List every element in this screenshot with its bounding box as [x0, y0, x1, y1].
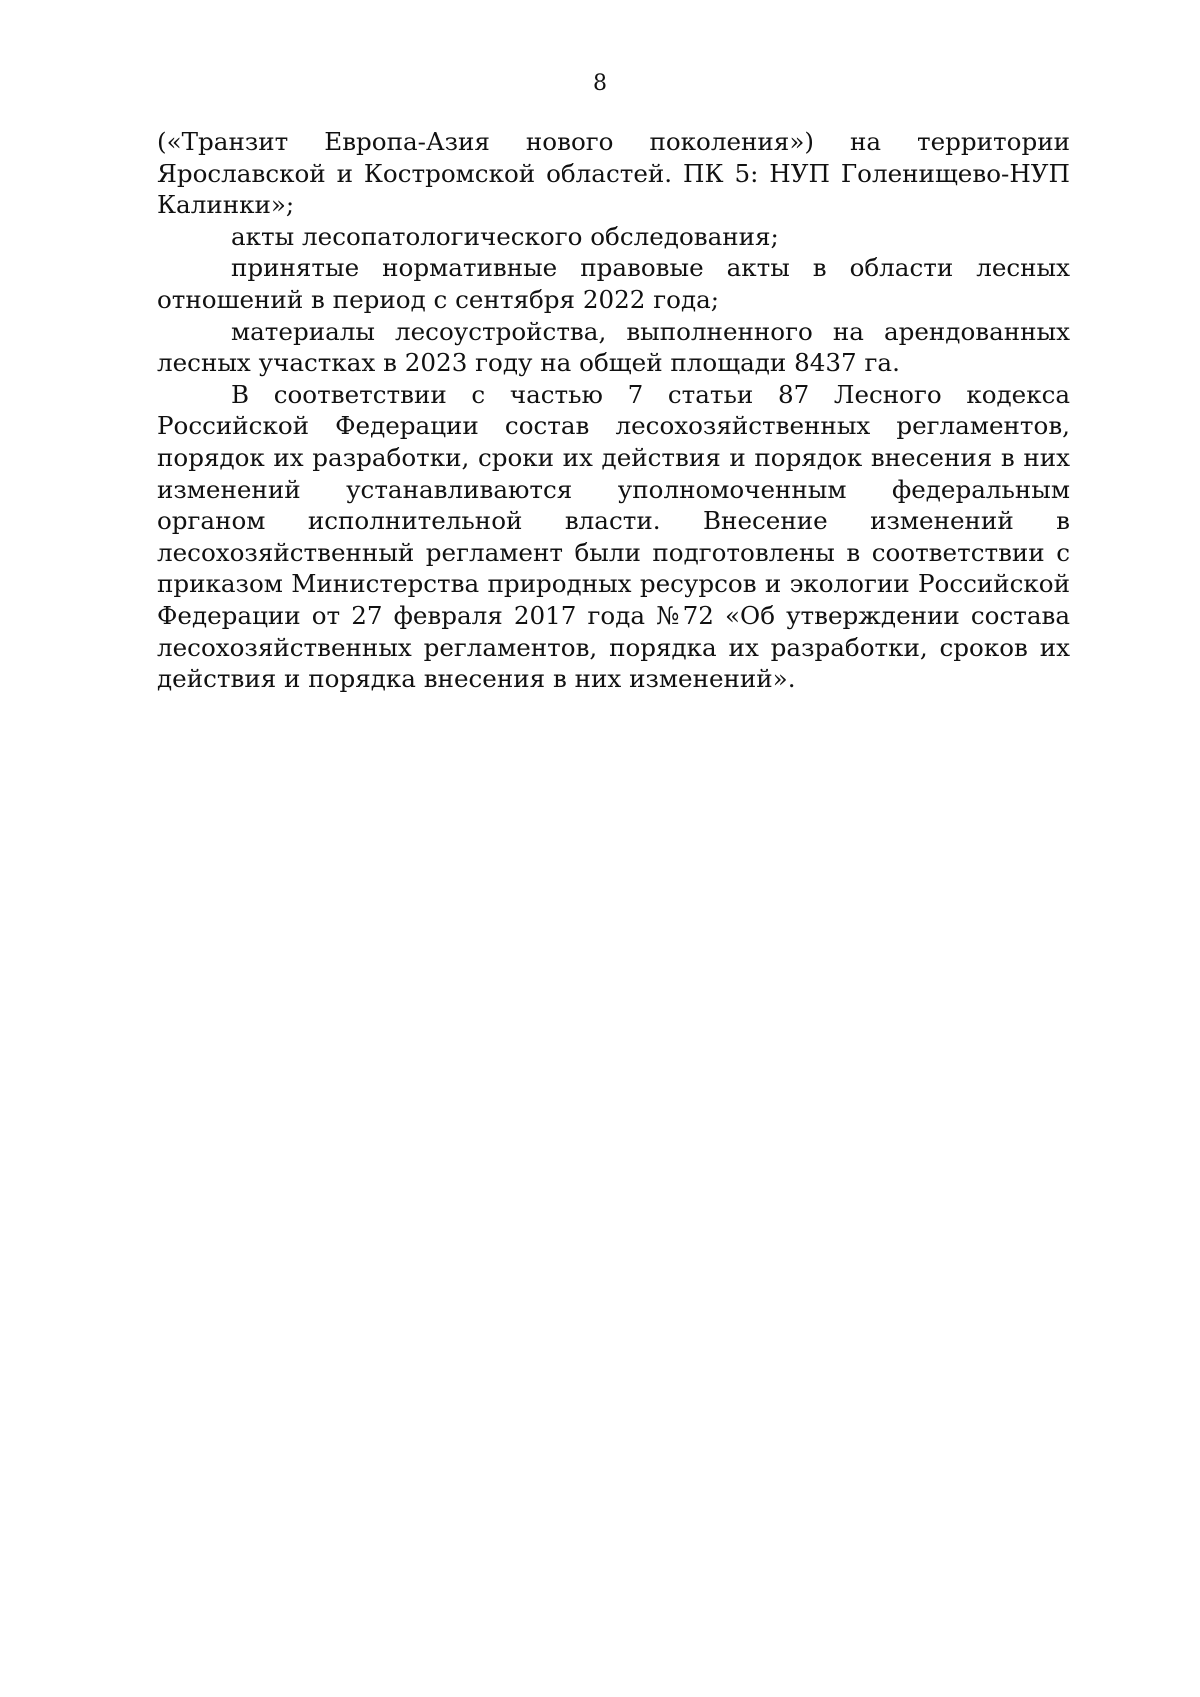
paragraph-main: В соответствии с частью 7 статьи 87 Лесного кодекса Российской Федерации состав лесохозяйственных регламентов, порядок их разработки, сроки их действия и порядок внесения в них изменений устанавливаются уполномоченным федеральным органом исполнительной власти. Внесение изменений в лесохозяйственный регламент были подготовлены в соответствии с приказом Министерства природных ресурсов и экологии Российской Федерации от 27 февраля 2017 года №72 «Об утверждении состава лесохозяйственных регламентов, порядка их разработки, сроков их действия и порядка внесения в них изменений». [157, 379, 1070, 694]
paragraph-list-item: акты лесопатологического обследования; [231, 221, 779, 251]
paragraph-list-item: принятые нормативные правовые акты в области лесных отношений в период с сентября 2022 года; [157, 253, 1070, 314]
page-number: 8 [593, 71, 607, 96]
document-body [157, 126, 1070, 695]
paragraph-list-item: материалы лесоустройства, выполненного на арендованных лесных участках в 2023 году на общей площади 8437 га. [157, 316, 1070, 378]
paragraph-continuation: («Транзит Европа-Азия нового поколения») на территории Ярославской и Костромской областей. ПК 5: НУП Голенищево-НУП Калинки»; [157, 127, 1070, 220]
